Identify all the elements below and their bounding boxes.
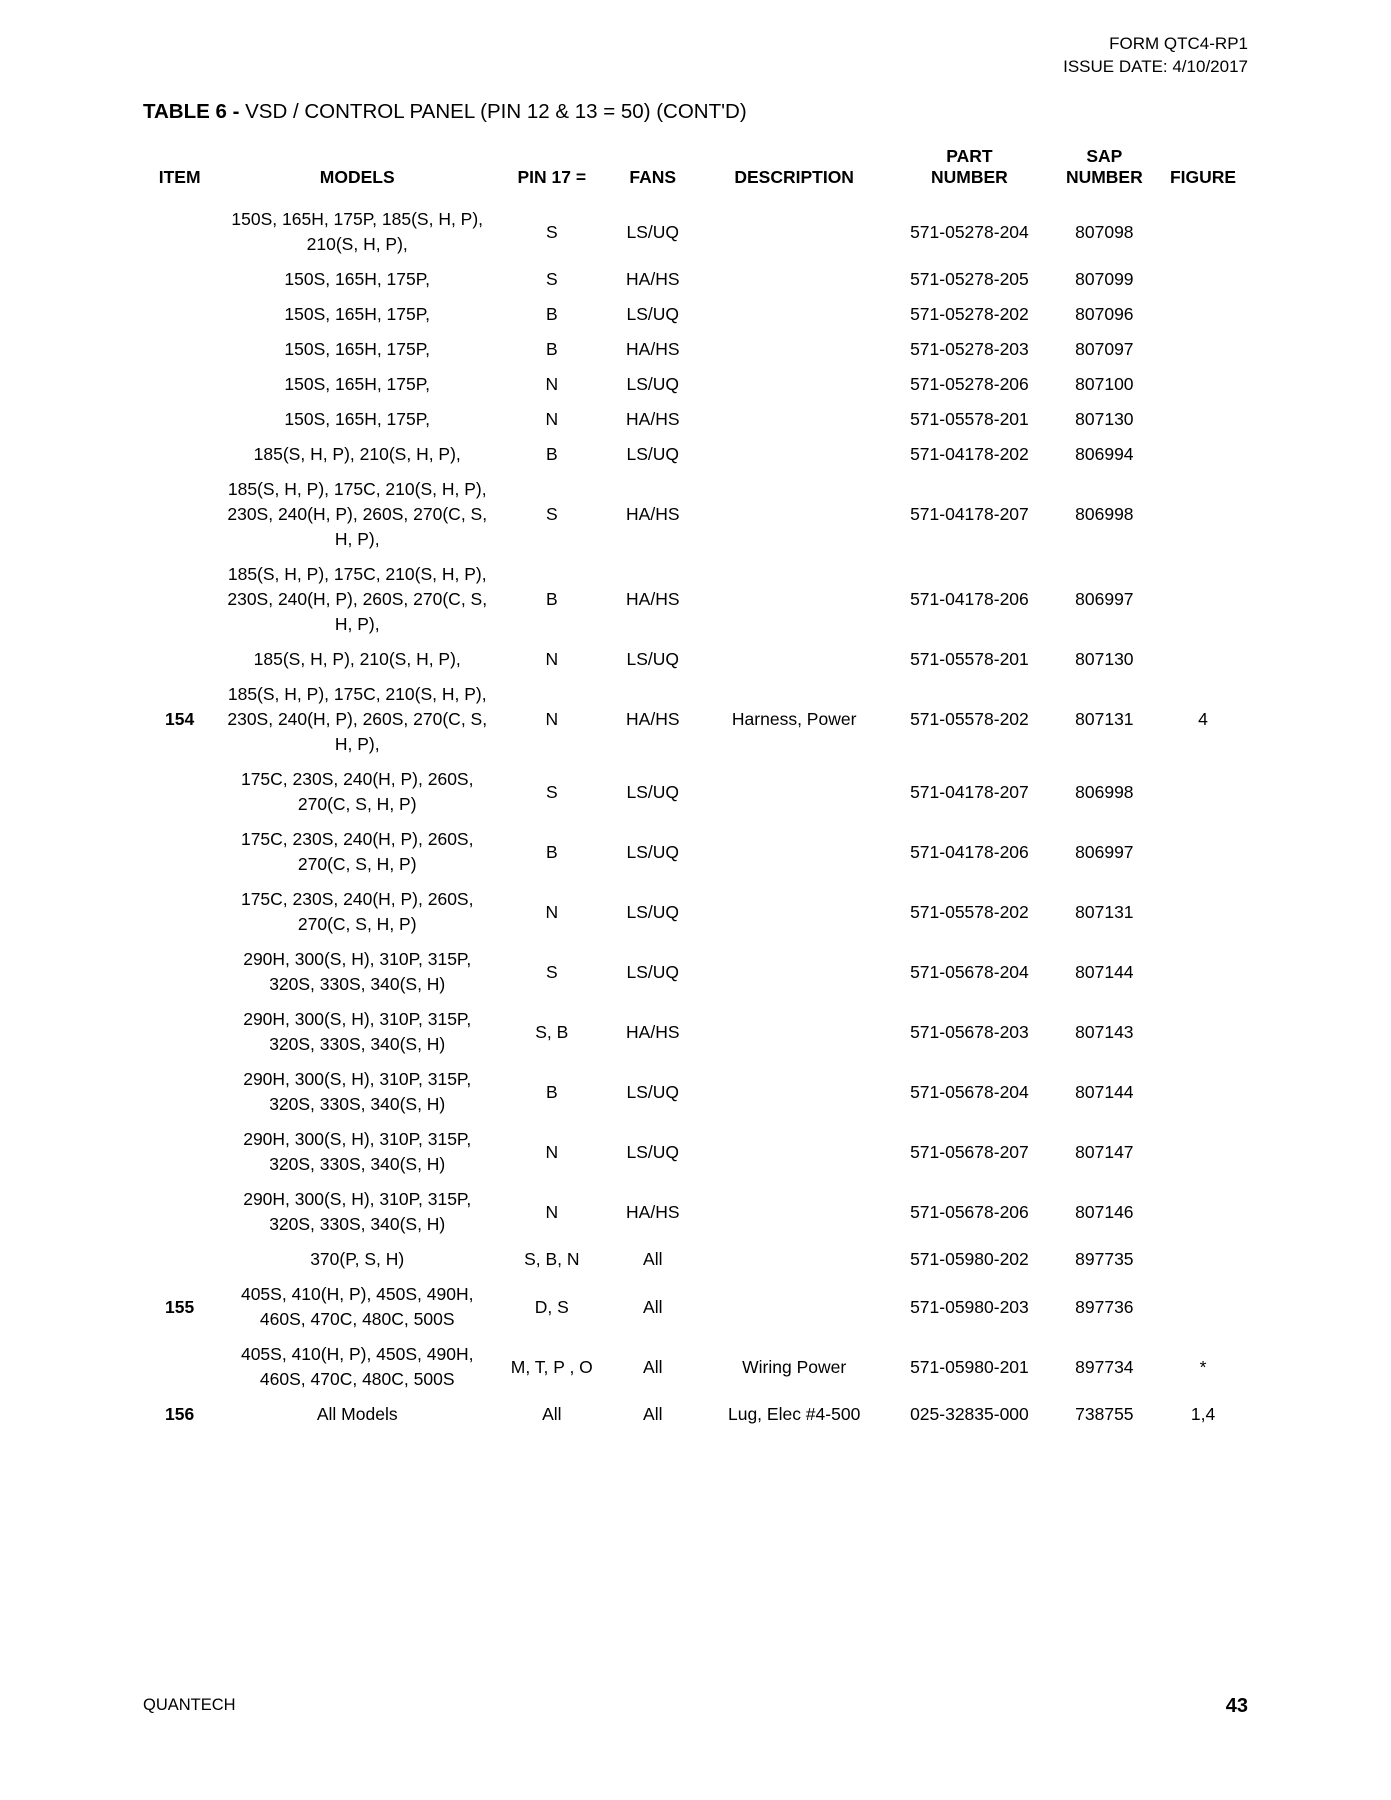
cell-item: 155 xyxy=(165,1296,195,1317)
cell-fans: All xyxy=(643,1356,663,1377)
cell-description xyxy=(700,367,888,402)
cell-figure: 1,4 xyxy=(1190,1404,1216,1424)
cell-figure xyxy=(1158,1002,1248,1062)
table-row xyxy=(143,437,1248,472)
cell-figure xyxy=(1158,1062,1248,1122)
cell-fans: HA/HS xyxy=(626,504,680,524)
table-row xyxy=(143,202,1248,262)
cell-figure xyxy=(1158,642,1248,677)
cell-part-number: 571-05278-204 xyxy=(910,221,1029,242)
cell-part-number: 571-05980-201 xyxy=(910,1356,1029,1377)
cell-description xyxy=(700,1122,888,1182)
cell-pin17: B xyxy=(545,1081,558,1102)
cell-pin17: N xyxy=(545,901,559,922)
cell-description xyxy=(700,642,888,677)
cell-fans: All xyxy=(643,1249,663,1269)
cell-sap-number: 897736 xyxy=(1075,1296,1134,1317)
cell-figure: 4 xyxy=(1198,709,1208,729)
cell-part-number: 571-04178-206 xyxy=(910,589,1029,609)
cell-fans: LS/UQ xyxy=(626,649,680,669)
column-header-pin17: PIN 17 = xyxy=(517,167,587,187)
sap-number-line-2: NUMBER xyxy=(1065,167,1143,187)
cell-figure xyxy=(1158,1242,1248,1277)
cell-pin17: N xyxy=(545,409,559,429)
cell-description xyxy=(700,762,888,822)
cell-sap-number: 806998 xyxy=(1075,504,1134,524)
issue-date: ISSUE DATE: 4/10/2017 xyxy=(1063,57,1248,76)
cell-item xyxy=(143,297,216,332)
cell-description xyxy=(700,402,888,437)
table-header-row xyxy=(143,146,1248,202)
cell-models: 370(P, S, H) xyxy=(310,1249,405,1269)
cell-models: 290H, 300(S, H), 310P, 315P, 320S, 330S, 340(S, H) xyxy=(243,949,472,994)
cell-part-number: 571-05678-207 xyxy=(910,1141,1029,1162)
cell-description xyxy=(700,557,888,642)
cell-sap-number: 897735 xyxy=(1075,1249,1134,1269)
cell-fans: HA/HS xyxy=(626,709,680,729)
cell-sap-number: 807143 xyxy=(1075,1021,1134,1042)
cell-part-number: 571-05278-206 xyxy=(910,374,1029,394)
cell-item xyxy=(143,332,216,367)
cell-sap-number: 807100 xyxy=(1075,374,1134,394)
table-row xyxy=(143,677,1248,762)
page-title xyxy=(143,100,747,124)
cell-pin17: B xyxy=(545,841,558,862)
cell-description xyxy=(700,942,888,1002)
part-number-line-2: NUMBER xyxy=(931,167,1008,187)
cell-item xyxy=(143,262,216,297)
cell-pin17: S xyxy=(545,269,558,289)
cell-item xyxy=(143,1337,216,1397)
cell-sap-number: 806998 xyxy=(1075,781,1134,802)
cell-sap-number: 806994 xyxy=(1075,444,1134,464)
cell-pin17: N xyxy=(545,1141,559,1162)
table-row xyxy=(143,1277,1248,1337)
column-header-item: ITEM xyxy=(158,167,201,187)
cell-figure xyxy=(1158,402,1248,437)
table-row xyxy=(143,1397,1248,1432)
cell-item xyxy=(143,942,216,1002)
cell-description xyxy=(700,1182,888,1242)
cell-item xyxy=(143,642,216,677)
cell-part-number: 571-05278-205 xyxy=(910,269,1029,289)
cell-part-number: 571-05980-203 xyxy=(910,1296,1029,1317)
cell-figure xyxy=(1158,822,1248,882)
cell-pin17: B xyxy=(545,444,558,464)
column-header-figure: FIGURE xyxy=(1169,167,1237,187)
table-row xyxy=(143,642,1248,677)
cell-description: Wiring Power xyxy=(742,1356,847,1377)
cell-pin17: S, B, N xyxy=(524,1249,580,1269)
cell-fans: HA/HS xyxy=(626,409,680,429)
cell-sap-number: 807144 xyxy=(1075,1081,1134,1102)
table-row xyxy=(143,1337,1248,1397)
cell-part-number: 571-04178-202 xyxy=(910,444,1029,464)
cell-description xyxy=(700,297,888,332)
cell-sap-number: 807097 xyxy=(1075,339,1134,359)
cell-sap-number: 807147 xyxy=(1075,1141,1134,1162)
column-header-sap-number xyxy=(1051,146,1158,202)
cell-description xyxy=(700,822,888,882)
cell-models: 290H, 300(S, H), 310P, 315P, 320S, 330S, 340(S, H) xyxy=(243,1069,472,1114)
cell-fans: LS/UQ xyxy=(626,221,680,242)
cell-figure xyxy=(1158,882,1248,942)
cell-item: 156 xyxy=(165,1404,195,1424)
cell-item xyxy=(143,367,216,402)
table-row xyxy=(143,1002,1248,1062)
cell-description: Harness, Power xyxy=(731,709,857,729)
cell-part-number: 571-05578-201 xyxy=(910,649,1029,669)
part-number-line-1: PART xyxy=(946,146,993,166)
cell-description: Lug, Elec #4-500 xyxy=(727,1404,861,1424)
table-row xyxy=(143,557,1248,642)
cell-models: 150S, 165H, 175P, xyxy=(284,374,431,394)
cell-fans: HA/HS xyxy=(626,339,680,359)
cell-description xyxy=(700,472,888,557)
cell-part-number: 571-05678-203 xyxy=(910,1021,1029,1042)
cell-item xyxy=(143,882,216,942)
cell-description xyxy=(700,882,888,942)
cell-fans: HA/HS xyxy=(626,1021,680,1042)
cell-part-number: 571-04178-206 xyxy=(910,841,1029,862)
cell-pin17: N xyxy=(545,709,559,729)
cell-pin17: B xyxy=(545,339,558,359)
cell-pin17: D, S xyxy=(534,1296,569,1317)
cell-item xyxy=(143,437,216,472)
cell-sap-number: 807144 xyxy=(1075,961,1134,982)
cell-part-number: 571-05578-201 xyxy=(910,409,1029,429)
table-row xyxy=(143,822,1248,882)
cell-part-number: 571-05278-203 xyxy=(910,339,1029,359)
cell-models: 290H, 300(S, H), 310P, 315P, 320S, 330S, 340(S, H) xyxy=(243,1189,472,1234)
cell-figure xyxy=(1158,557,1248,642)
table-row xyxy=(143,402,1248,437)
cell-sap-number: 807099 xyxy=(1075,269,1134,289)
cell-models: 185(S, H, P), 210(S, H, P), xyxy=(253,444,461,464)
sap-number-line-1: SAP xyxy=(1086,146,1123,166)
column-header-fans: FANS xyxy=(629,167,677,187)
cell-pin17: S xyxy=(545,221,558,242)
cell-item xyxy=(143,1002,216,1062)
cell-part-number: 571-04178-207 xyxy=(910,781,1029,802)
table-row xyxy=(143,472,1248,557)
table-label: TABLE 6 - xyxy=(143,100,240,123)
cell-description xyxy=(700,332,888,367)
cell-figure xyxy=(1158,942,1248,1002)
cell-sap-number: 738755 xyxy=(1075,1404,1134,1424)
cell-part-number: 571-05578-202 xyxy=(910,709,1029,729)
cell-fans: LS/UQ xyxy=(626,841,680,862)
cell-part-number: 571-04178-207 xyxy=(910,504,1029,524)
cell-sap-number: 807131 xyxy=(1075,901,1134,922)
footer-company: QUANTECH xyxy=(143,1696,236,1714)
table-row xyxy=(143,762,1248,822)
cell-sap-number: 807130 xyxy=(1075,409,1134,429)
parts-table xyxy=(143,146,1248,1432)
cell-models: 185(S, H, P), 175C, 210(S, H, P), 230S, 240(H, P), 260S, 270(C, S, H, P), xyxy=(227,564,488,634)
cell-figure xyxy=(1158,262,1248,297)
footer-page-number: 43 xyxy=(1225,1695,1248,1717)
cell-models: 175C, 230S, 240(H, P), 260S, 270(C, S, H, P) xyxy=(240,829,474,874)
cell-pin17: S, B xyxy=(535,1021,569,1042)
cell-models: All Models xyxy=(316,1404,398,1424)
cell-item xyxy=(143,1182,216,1242)
table-row xyxy=(143,1182,1248,1242)
cell-fans: LS/UQ xyxy=(626,961,680,982)
table-row xyxy=(143,367,1248,402)
cell-models: 290H, 300(S, H), 310P, 315P, 320S, 330S, 340(S, H) xyxy=(243,1009,472,1054)
column-header-models: MODELS xyxy=(319,167,395,187)
cell-item xyxy=(143,762,216,822)
cell-sap-number: 807146 xyxy=(1075,1201,1134,1222)
table-row xyxy=(143,1122,1248,1182)
cell-pin17: All xyxy=(542,1404,562,1424)
cell-description xyxy=(700,437,888,472)
cell-item xyxy=(143,1242,216,1277)
table-row xyxy=(143,297,1248,332)
cell-pin17: M, T, P , O xyxy=(510,1356,593,1377)
cell-figure xyxy=(1158,1182,1248,1242)
cell-pin17: S xyxy=(545,781,558,802)
cell-figure xyxy=(1158,437,1248,472)
cell-fans: LS/UQ xyxy=(626,374,680,394)
table-body xyxy=(143,202,1248,1432)
table-row xyxy=(143,262,1248,297)
cell-fans: All xyxy=(643,1404,663,1424)
cell-pin17: B xyxy=(545,304,558,324)
cell-part-number: 571-05278-202 xyxy=(910,304,1029,324)
cell-models: 185(S, H, P), 175C, 210(S, H, P), 230S, 240(H, P), 260S, 270(C, S, H, P), xyxy=(227,684,488,754)
cell-fans: LS/UQ xyxy=(626,444,680,464)
cell-item xyxy=(143,1062,216,1122)
cell-fans: LS/UQ xyxy=(626,781,680,802)
cell-models: 175C, 230S, 240(H, P), 260S, 270(C, S, H, P) xyxy=(240,889,474,934)
cell-fans: All xyxy=(643,1296,663,1317)
cell-pin17: B xyxy=(545,589,558,609)
cell-fans: LS/UQ xyxy=(626,304,680,324)
cell-models: 175C, 230S, 240(H, P), 260S, 270(C, S, H, P) xyxy=(240,769,474,814)
cell-fans: HA/HS xyxy=(626,1201,680,1222)
cell-figure xyxy=(1158,332,1248,367)
cell-fans: LS/UQ xyxy=(626,1141,680,1162)
cell-models: 150S, 165H, 175P, xyxy=(284,409,431,429)
document-header xyxy=(1063,32,1248,78)
cell-fans: LS/UQ xyxy=(626,1081,680,1102)
cell-sap-number: 807096 xyxy=(1075,304,1134,324)
column-header-description: DESCRIPTION xyxy=(734,167,854,187)
cell-description xyxy=(700,202,888,262)
cell-models: 150S, 165H, 175P, xyxy=(284,339,431,359)
cell-pin17: N xyxy=(545,1201,559,1222)
cell-description xyxy=(700,1242,888,1277)
cell-description xyxy=(700,1277,888,1337)
cell-item xyxy=(143,202,216,262)
cell-models: 405S, 410(H, P), 450S, 490H, 460S, 470C, 480C, 500S xyxy=(240,1284,474,1329)
cell-figure xyxy=(1158,1122,1248,1182)
cell-fans: HA/HS xyxy=(626,589,680,609)
cell-part-number: 571-05980-202 xyxy=(910,1249,1029,1269)
cell-item xyxy=(143,822,216,882)
cell-sap-number: 807131 xyxy=(1075,709,1134,729)
table-row xyxy=(143,1242,1248,1277)
cell-figure xyxy=(1158,472,1248,557)
cell-models: 150S, 165H, 175P, xyxy=(284,304,431,324)
cell-description xyxy=(700,262,888,297)
cell-sap-number: 806997 xyxy=(1075,589,1134,609)
cell-models: 150S, 165H, 175P, xyxy=(284,269,431,289)
cell-sap-number: 807098 xyxy=(1075,221,1134,242)
cell-pin17: N xyxy=(545,649,559,669)
cell-fans: LS/UQ xyxy=(626,901,680,922)
cell-item xyxy=(143,402,216,437)
cell-part-number: 571-05678-204 xyxy=(910,1081,1029,1102)
cell-item: 154 xyxy=(165,709,195,729)
cell-models: 150S, 165H, 175P, 185(S, H, P), 210(S, H, P), xyxy=(231,209,484,254)
cell-description xyxy=(700,1062,888,1122)
table-title-text: VSD / CONTROL PANEL (PIN 12 & 13 = 50) (CONT'D) xyxy=(239,100,747,123)
cell-figure xyxy=(1158,367,1248,402)
cell-item xyxy=(143,472,216,557)
cell-models: 290H, 300(S, H), 310P, 315P, 320S, 330S, 340(S, H) xyxy=(243,1129,472,1174)
table-row xyxy=(143,332,1248,367)
cell-figure xyxy=(1158,762,1248,822)
cell-figure xyxy=(1158,1277,1248,1337)
table-row xyxy=(143,882,1248,942)
cell-sap-number: 897734 xyxy=(1075,1356,1134,1377)
cell-figure: * xyxy=(1199,1356,1207,1377)
cell-figure xyxy=(1158,202,1248,262)
cell-part-number: 025-32835-000 xyxy=(910,1404,1029,1424)
cell-sap-number: 806997 xyxy=(1075,841,1134,862)
form-number: FORM QTC4-RP1 xyxy=(1109,34,1248,53)
cell-pin17: S xyxy=(545,961,558,982)
cell-models: 185(S, H, P), 210(S, H, P), xyxy=(253,649,461,669)
cell-item xyxy=(143,1122,216,1182)
cell-sap-number: 807130 xyxy=(1075,649,1134,669)
table-row xyxy=(143,942,1248,1002)
cell-description xyxy=(700,1002,888,1062)
cell-part-number: 571-05678-204 xyxy=(910,961,1029,982)
cell-figure xyxy=(1158,297,1248,332)
cell-part-number: 571-05578-202 xyxy=(910,901,1029,922)
cell-pin17: N xyxy=(545,374,559,394)
cell-models: 185(S, H, P), 175C, 210(S, H, P), 230S, 240(H, P), 260S, 270(C, S, H, P), xyxy=(227,479,488,549)
cell-models: 405S, 410(H, P), 450S, 490H, 460S, 470C, 480C, 500S xyxy=(240,1344,474,1389)
cell-part-number: 571-05678-206 xyxy=(910,1201,1029,1222)
cell-pin17: S xyxy=(545,504,558,524)
cell-item xyxy=(143,557,216,642)
table-row xyxy=(143,1062,1248,1122)
column-header-part-number xyxy=(888,146,1051,202)
cell-fans: HA/HS xyxy=(626,269,680,289)
